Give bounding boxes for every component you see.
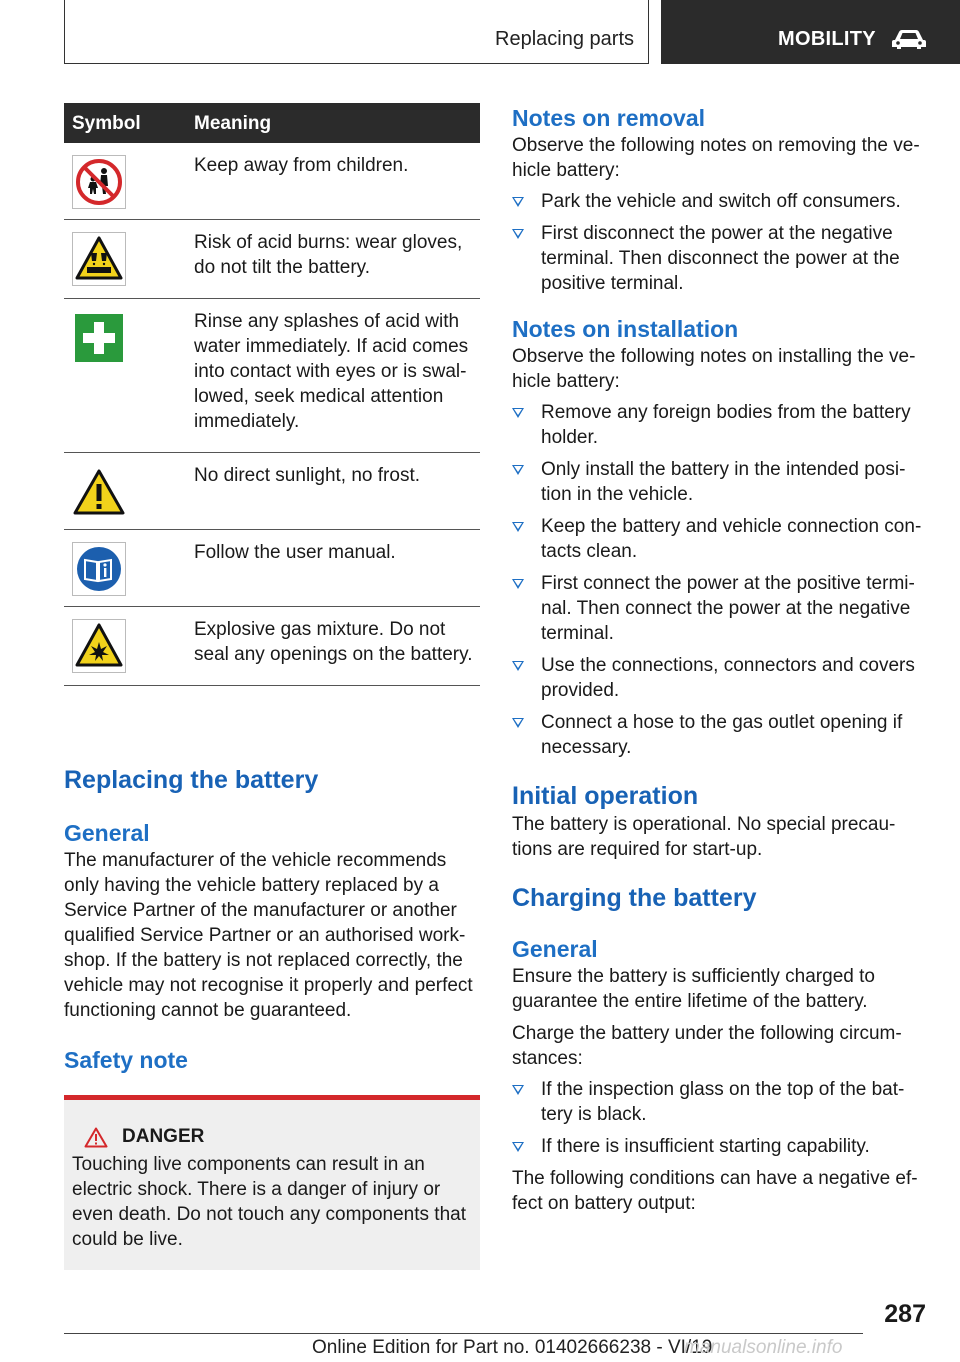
list-item: First disconnect the power at the negative terminal. Then disconnect the power at the positive terminal. [512,221,928,296]
removal-intro: Observe the following notes on removing the vehicle battery: [512,135,920,181]
charging-list [512,1077,928,1159]
read-manual-icon [72,542,126,596]
heading-notes-removal: Notes on removal [512,105,705,131]
list-item: Connect a hose to the gas outlet opening if necessary. [512,710,928,760]
charging-paragraph-3: The following conditions can have a negative effect on battery output: [512,1168,918,1214]
symbol-meaning: Risk of acid burns: wear gloves, do not tilt the battery. [186,220,480,299]
initial-text: The battery is operational. No special precautions are required for start-up. [512,814,896,860]
heading-notes-installation: Notes on installation [512,316,739,342]
table-row [64,143,480,220]
acid-burn-warning-icon [72,232,126,286]
symbol-table [64,103,480,686]
car-icon [891,28,927,50]
list-item: First connect the power at the positive terminal. Then connect the power at the negative terminal. [512,571,928,646]
heading-charging-general: General [512,936,598,962]
list-item: If the inspection glass on the top of the battery is black. [512,1077,928,1127]
first-aid-cross-icon [72,311,126,365]
heading-safety-note: Safety note [64,1047,188,1073]
symbol-meaning: Explosive gas mixture. Do not seal any openings on the battery. [186,607,480,686]
bullet-triangle-icon [512,1142,524,1152]
charging-paragraph-1: Ensure the battery is sufficiently charged to guarantee the entire lifetime of the battery. [512,966,875,1012]
list-item: If there is insufficient starting capability. [512,1134,928,1159]
list-item: Keep the battery and vehicle connection contacts clean. [512,514,928,564]
heading-initial-operation: Initial operation [512,782,699,810]
bullet-triangle-icon [512,718,524,728]
table-row [64,607,480,686]
bullet-triangle-icon [512,1085,524,1095]
symbol-meaning: Follow the user manual. [186,530,480,607]
list-item: Remove any foreign bodies from the battery holder. [512,400,928,450]
bullet-triangle-icon [512,579,524,589]
bullet-triangle-icon [512,522,524,532]
symbol-meaning: Rinse any splashes of acid with water immediately. If acid comes into contact with eyes or is swallowed, seek medical attention immediately. [186,299,480,453]
table-row [64,530,480,607]
left-column [64,103,480,1270]
col-header-symbol: Symbol [64,103,186,143]
bullet-triangle-icon [512,197,524,207]
table-row [64,220,480,299]
list-item: Park the vehicle and switch off consumers. [512,189,928,214]
footer-watermark: manualsonline.info [684,1337,843,1358]
symbol-meaning: Keep away from children. [186,143,480,220]
right-column [512,103,928,1216]
symbol-meaning: No direct sunlight, no frost. [186,453,480,530]
charging-paragraph-2: Charge the battery under the following circumstances: [512,1023,902,1069]
bullet-triangle-icon [512,229,524,239]
footer-edition: Online Edition for Part no. 01402666238 - VI/19 [312,1337,713,1358]
table-row [64,453,480,530]
header-brand-box [661,0,960,64]
section-title-replacing: Replacing the battery [64,766,319,794]
heading-general: General [64,820,150,846]
installation-intro: Observe the following notes on installing the vehicle battery: [512,346,916,392]
header-brand-label: MOBILITY [778,28,876,50]
danger-text: Touching live components can result in an electric shock. There is a danger of injury or even death. Do not touch any components that could be live. [72,1154,466,1250]
removal-list [512,189,928,296]
keep-away-children-icon [72,155,126,209]
header-section-title: Replacing parts [495,28,634,50]
explosive-gas-icon [72,619,126,673]
list-item: Use the connections, connectors and covers provided. [512,653,928,703]
general-warning-icon [72,465,126,519]
danger-label: DANGER [122,1126,205,1147]
installation-list [512,400,928,760]
danger-box [64,1095,480,1270]
page-number: 287 [884,1300,926,1328]
bullet-triangle-icon [512,408,524,418]
bullet-triangle-icon [512,465,524,475]
list-item: Only install the battery in the intended position in the vehicle. [512,457,928,507]
general-paragraph: The manufacturer of the vehicle recommends only having the vehicle battery replaced by a Service Partner of the manufacturer or another qualified Service Partner or an authorised workshop. If the battery is not replaced correctly, the vehicle may not recognise it properly and perfect functioning cannot be guaranteed. [64,850,473,1021]
table-row [64,299,480,453]
footer-divider [64,1333,863,1334]
bullet-triangle-icon [512,661,524,671]
col-header-meaning: Meaning [186,103,480,143]
header-section-box [64,0,649,64]
warning-triangle-icon [84,1127,108,1148]
section-title-charging: Charging the battery [512,884,757,912]
